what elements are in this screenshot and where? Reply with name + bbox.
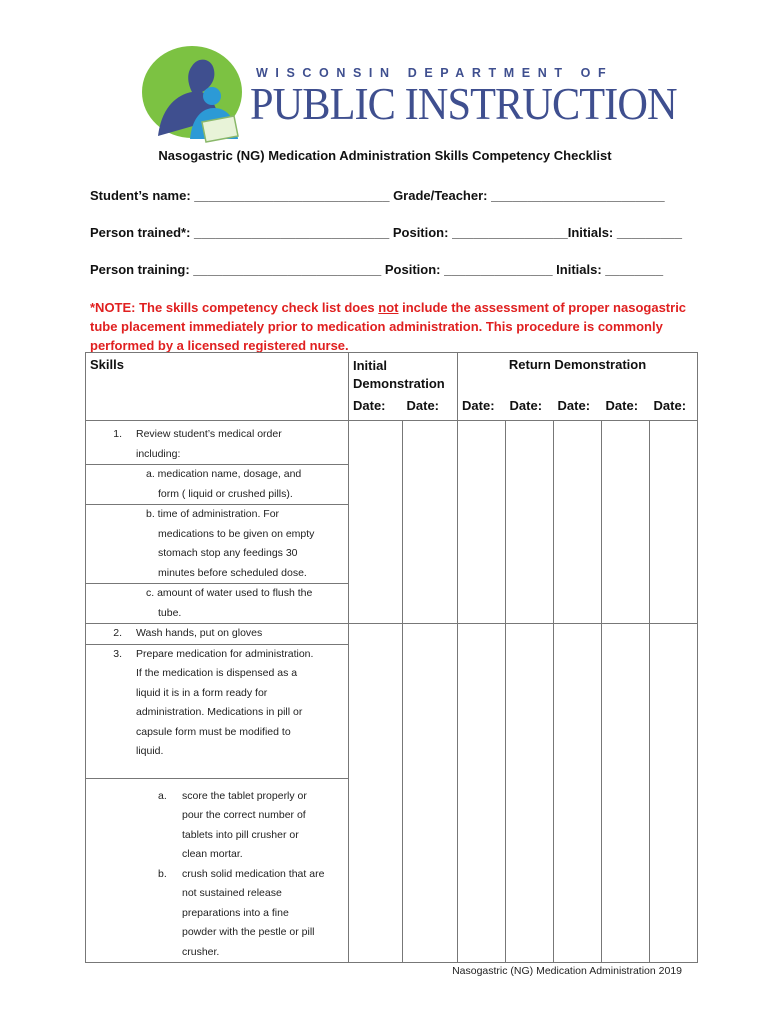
- note-after: include the assessment of proper nasogastric tube placement immediately prior to medication administration. This procedure is commonly performed by a licensed registered nurse.: [90, 300, 687, 353]
- page-title: Nasogastric (NG) Medication Administration Skills Competency Checklist: [158, 148, 612, 163]
- logo-public-instruction: PUBLIC INSTRUCTION: [250, 78, 677, 129]
- logo-figures-icon: [140, 44, 260, 144]
- table-row: c. amount of water used to flush the tube.: [86, 584, 349, 624]
- table-row: b. time of administration. For medications to be given on empty stomach stop any feedings 30 minutes before scheduled dose.: [86, 505, 349, 584]
- note-underlined: not: [378, 300, 399, 315]
- person-training-field: Person training: __________________________ Position: _______________ Initials: ________: [90, 262, 664, 277]
- return-date-4: Date:: [602, 395, 650, 421]
- table-row: 2. Wash hands, put on gloves: [86, 624, 349, 645]
- table-row: a. medication name, dosage, and form ( liquid or crushed pills).: [86, 465, 349, 505]
- note-before: *NOTE: The skills competency check list does: [90, 300, 379, 315]
- person-trained-field: Person trained*: ___________________________ Position: ________________Initials: _________: [90, 225, 682, 240]
- dpi-logo: [140, 44, 677, 144]
- initial-demonstration-header: Initial Demonstration: [349, 353, 458, 395]
- return-date-1: Date:: [458, 395, 506, 421]
- table-row: 1. Review student’s medical order including:: [86, 421, 349, 465]
- return-date-3: Date:: [554, 395, 602, 421]
- return-date-2: Date:: [506, 395, 554, 421]
- return-demonstration-header: Return Demonstration: [458, 353, 698, 395]
- initial-date-2: Date:: [403, 395, 458, 421]
- initial-date-1: Date:: [349, 395, 403, 421]
- skills-table: [85, 352, 698, 963]
- footer-text: Nasogastric (NG) Medication Administration 2019: [452, 965, 682, 977]
- skills-header: Skills: [86, 353, 349, 421]
- logo-wisconsin-department-of: WISCONSIN DEPARTMENT OF: [256, 66, 614, 80]
- table-row: a. score the tablet properly or pour the correct number of tablets into pill crusher or clean mortar. b. crush solid medication that are not sustained release preparations into a fine powder with the pestle or pill crusher.: [86, 778, 349, 963]
- note-paragraph: [90, 298, 690, 355]
- student-name-field: Student’s name: ___________________________ Grade/Teacher: ________________________: [90, 188, 665, 203]
- return-date-5: Date:: [650, 395, 698, 421]
- table-row: 3. Prepare medication for administration. If the medication is dispensed as a liquid it is in a form ready for administration. Medications in pill or capsule form must be modified to liquid.: [86, 644, 349, 778]
